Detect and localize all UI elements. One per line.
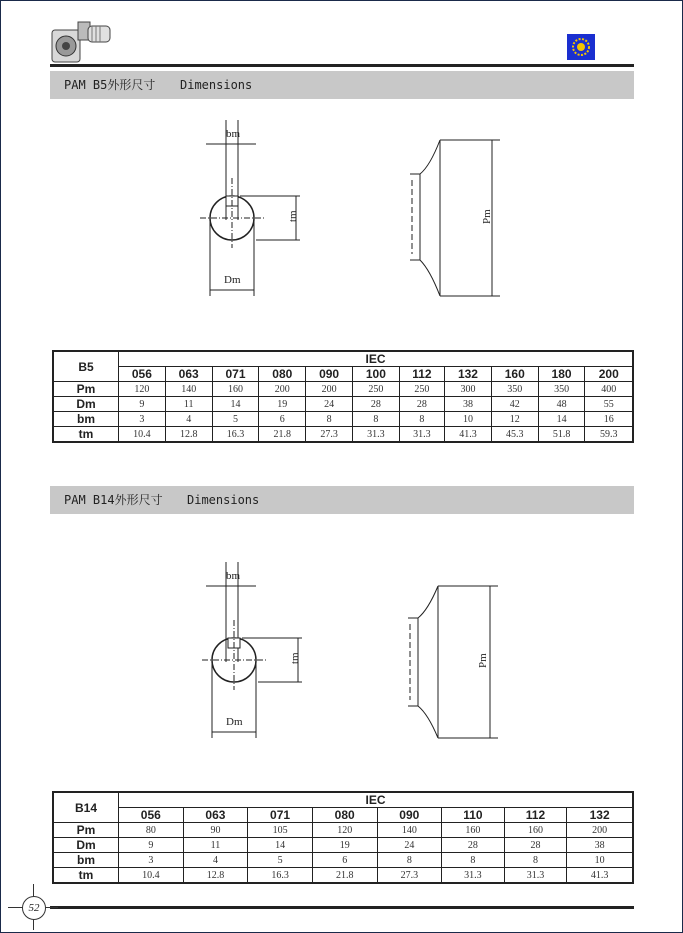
table-cell: 31.3 <box>399 427 444 443</box>
table-cell: 10 <box>567 853 633 868</box>
column-header: 112 <box>399 367 444 382</box>
table-row <box>53 853 633 868</box>
table-cell: 80 <box>119 823 184 838</box>
table-cell: 59.3 <box>585 427 633 443</box>
table-row <box>53 382 633 397</box>
table-cell: 16.3 <box>248 868 313 884</box>
table-cell: 38 <box>567 838 633 853</box>
table-cell: 90 <box>183 823 248 838</box>
column-header: 056 <box>119 367 166 382</box>
table-corner: B5 <box>53 351 119 382</box>
table-row <box>53 397 633 412</box>
table-cell: 41.3 <box>445 427 492 443</box>
column-header: 132 <box>445 367 492 382</box>
section-title-cn: PAM B14外形尺寸 <box>64 493 163 507</box>
table-cell: 16 <box>585 412 633 427</box>
table-cell: 4 <box>183 853 248 868</box>
table-cell: 8 <box>352 412 399 427</box>
label-bm: bm <box>226 128 241 140</box>
table-group-header: IEC <box>119 792 634 808</box>
table-cell: 10.4 <box>119 868 184 884</box>
table-cell: 160 <box>504 823 567 838</box>
table-cell: 8 <box>504 853 567 868</box>
table-row <box>53 868 633 884</box>
table-cell: 9 <box>119 397 166 412</box>
section-title-bar <box>50 486 634 514</box>
table-cell: 16.3 <box>212 427 259 443</box>
page-number: 52 <box>22 896 46 920</box>
table-cell: 3 <box>119 853 184 868</box>
row-label: Pm <box>53 382 119 397</box>
row-label: Dm <box>53 838 119 853</box>
table-cell: 24 <box>377 838 442 853</box>
table-cell: 4 <box>165 412 212 427</box>
table-cell: 19 <box>259 397 306 412</box>
table-cell: 14 <box>538 412 585 427</box>
row-label: Pm <box>53 823 119 838</box>
row-label: tm <box>53 868 119 884</box>
table-cell: 5 <box>248 853 313 868</box>
table-cell: 31.3 <box>504 868 567 884</box>
table-cell: 6 <box>259 412 306 427</box>
section-title-en: Dimensions <box>180 78 253 92</box>
label-Dm: Dm <box>226 716 243 728</box>
table-cell: 160 <box>442 823 505 838</box>
column-header: 110 <box>442 808 505 823</box>
table-cell: 8 <box>377 853 442 868</box>
table-cell: 10.4 <box>119 427 166 443</box>
table-cell: 45.3 <box>491 427 538 443</box>
section-title-bar <box>50 71 634 99</box>
table-cell: 28 <box>399 397 444 412</box>
table-cell: 21.8 <box>259 427 306 443</box>
table-cell: 19 <box>312 838 377 853</box>
table-cell: 48 <box>538 397 585 412</box>
table-cell: 27.3 <box>377 868 442 884</box>
row-label: tm <box>53 427 119 443</box>
dimension-table-b14 <box>52 791 634 884</box>
table-cell: 28 <box>504 838 567 853</box>
shaft-flange-drawing <box>0 562 683 752</box>
table-cell: 12.8 <box>183 868 248 884</box>
row-label: bm <box>53 853 119 868</box>
label-Pm: Pm <box>481 209 493 224</box>
column-header: 071 <box>248 808 313 823</box>
dimension-table-b5 <box>52 350 634 443</box>
header-rule <box>50 64 634 67</box>
table-cell: 120 <box>119 382 166 397</box>
column-header: 071 <box>212 367 259 382</box>
table-cell: 11 <box>165 397 212 412</box>
table-cell: 11 <box>183 838 248 853</box>
table-cell: 250 <box>352 382 399 397</box>
column-header: 090 <box>306 367 353 382</box>
shaft-flange-drawing <box>0 120 683 310</box>
column-header: 063 <box>183 808 248 823</box>
table-cell: 400 <box>585 382 633 397</box>
table-cell: 27.3 <box>306 427 353 443</box>
table-cell: 120 <box>312 823 377 838</box>
table-cell: 105 <box>248 823 313 838</box>
label-tm: tm <box>287 210 299 222</box>
table-cell: 24 <box>306 397 353 412</box>
company-gear-logo-icon <box>567 34 595 60</box>
table-cell: 6 <box>312 853 377 868</box>
table-row <box>53 838 633 853</box>
column-header: 056 <box>119 808 184 823</box>
label-Pm: Pm <box>477 653 489 668</box>
table-cell: 55 <box>585 397 633 412</box>
table-cell: 14 <box>212 397 259 412</box>
table-row <box>53 823 633 838</box>
column-header: 160 <box>491 367 538 382</box>
table-cell: 38 <box>445 397 492 412</box>
row-label: bm <box>53 412 119 427</box>
table-cell: 5 <box>212 412 259 427</box>
table-row <box>53 427 633 443</box>
table-cell: 8 <box>399 412 444 427</box>
table-cell: 140 <box>377 823 442 838</box>
table-row <box>53 412 633 427</box>
table-cell: 42 <box>491 397 538 412</box>
table-cell: 41.3 <box>567 868 633 884</box>
section-title-cn: PAM B5外形尺寸 <box>64 78 156 92</box>
gear-reducer-motor-icon <box>48 16 114 66</box>
table-cell: 31.3 <box>442 868 505 884</box>
table-cell: 300 <box>445 382 492 397</box>
table-cell: 9 <box>119 838 184 853</box>
column-header: 112 <box>504 808 567 823</box>
label-bm: bm <box>226 570 241 582</box>
footer-rule <box>50 906 634 909</box>
column-header: 080 <box>259 367 306 382</box>
section-title-en: Dimensions <box>187 493 260 507</box>
table-group-header: IEC <box>119 351 634 367</box>
column-header: 063 <box>165 367 212 382</box>
column-header: 100 <box>352 367 399 382</box>
table-cell: 14 <box>248 838 313 853</box>
table-cell: 350 <box>538 382 585 397</box>
table-cell: 28 <box>352 397 399 412</box>
table-cell: 200 <box>567 823 633 838</box>
label-Dm: Dm <box>224 274 241 286</box>
table-corner: B14 <box>53 792 119 823</box>
column-header: 180 <box>538 367 585 382</box>
table-cell: 200 <box>306 382 353 397</box>
table-cell: 8 <box>442 853 505 868</box>
table-cell: 160 <box>212 382 259 397</box>
column-header: 090 <box>377 808 442 823</box>
table-cell: 12 <box>491 412 538 427</box>
table-cell: 31.3 <box>352 427 399 443</box>
table-cell: 140 <box>165 382 212 397</box>
label-tm: tm <box>289 652 301 664</box>
table-cell: 3 <box>119 412 166 427</box>
table-cell: 10 <box>445 412 492 427</box>
table-cell: 28 <box>442 838 505 853</box>
table-cell: 21.8 <box>312 868 377 884</box>
table-cell: 250 <box>399 382 444 397</box>
table-cell: 350 <box>491 382 538 397</box>
column-header: 200 <box>585 367 633 382</box>
table-cell: 8 <box>306 412 353 427</box>
row-label: Dm <box>53 397 119 412</box>
table-cell: 12.8 <box>165 427 212 443</box>
table-cell: 51.8 <box>538 427 585 443</box>
column-header: 080 <box>312 808 377 823</box>
column-header: 132 <box>567 808 633 823</box>
table-cell: 200 <box>259 382 306 397</box>
